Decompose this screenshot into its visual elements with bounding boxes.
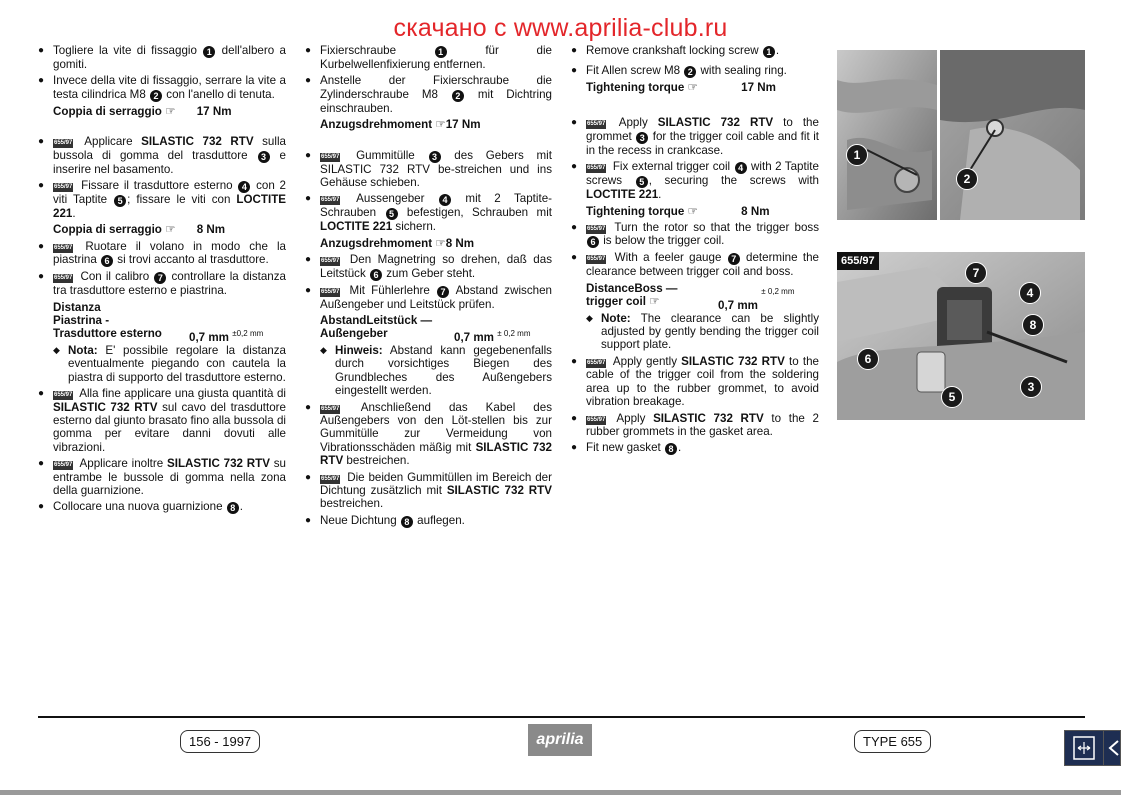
en-step-remove-screw [571,44,819,58]
callout-5: 5 [941,386,963,408]
type-badge: TYPE 655 [854,730,931,753]
english-column [571,44,819,458]
it-step-rotate [38,240,286,267]
distance-tolerance: ±0,2 mm [232,328,264,338]
text: si trovi accanto al trasduttore. [117,253,269,267]
text: Fissare il trasduttore esterno [81,179,233,193]
product-name: SILASTIC 732 RTV [657,116,774,130]
en-step-gasket [571,441,819,455]
distance-label: Piastrina - [53,314,110,328]
text: With a feeler gauge [614,251,722,265]
callout-ref: 3 [258,151,270,163]
text: Apply [616,411,646,425]
distance-label: Außengeber [320,327,388,341]
text: is below the trigger coil. [603,234,725,248]
torque-label: Tightening torque [586,81,685,94]
figure-tag: 655/97 [587,256,606,263]
distance-label: AbstandLeitstück — [320,314,433,328]
it-step-cable [38,387,286,454]
text: Con il calibro [80,270,150,284]
figure-tag: 655/97 [321,288,340,295]
de-torque-1: Anzugsdrehmoment ☞17 Nm [320,118,481,132]
text: Abstand zwischen Außengeber und Leitstück prüfen. [320,283,552,311]
figure-tag: 655/97 [54,140,73,147]
back-icon [1104,731,1121,765]
callout-ref: 6 [370,269,382,281]
de-step-rotate [305,253,552,280]
en-step-apply-silastic [571,116,819,157]
callout-ref: 7 [728,253,740,265]
torque-value: 8 Nm [741,204,770,218]
it-note [38,344,286,384]
text: Aussengeber [356,192,425,206]
figure-tag: 655/97 [587,121,606,128]
callout-ref: 1 [435,46,447,58]
callout-ref: 1 [763,46,775,58]
text: Alla fine applicare una giusta quantità di [79,387,286,401]
product-name: SILASTIC 732 RTV [53,400,158,414]
en-step-cable [571,355,819,409]
de-step-grommets [305,471,552,511]
text: auflegen. [417,513,465,527]
text: Fit Allen screw M8 [586,64,681,77]
de-step-gasket [305,514,552,528]
figure-tag: 655/97 [587,359,606,366]
distance-label: Distanza [53,300,101,314]
it-torque-2: Coppia di serraggio ☞ 8 Nm [53,223,226,237]
callout-4: 4 [1019,282,1041,304]
note-label: Hinweis: [335,343,383,357]
text: , securing the screws with [648,174,819,188]
text: . [658,188,662,202]
text: bestreichen. [320,497,384,511]
callout-ref: 7 [437,286,449,298]
text: Remove crankshaft locking screw [586,44,759,57]
text: Neue Dichtung [320,513,397,527]
product-name: LOCTITE 221 [320,220,393,234]
de-note [305,344,552,398]
torque-value: 17 Nm [196,104,232,118]
callout-ref: 7 [154,272,166,284]
text: . [239,500,243,514]
watermark: скачано с www.aprilia-club.ru [393,14,728,42]
callout-7: 7 [965,262,987,284]
de-step-apply-silastic [305,149,552,190]
de-torque-2: Anzugsdrehmoment ☞8 Nm [320,236,475,250]
note-text: The clearance can be slightly adjusted by gently bending the trigger coil support plate. [601,311,819,352]
en-step-rotate [571,221,819,248]
figure-tag: 655/97 [54,462,73,469]
callout-ref: 8 [401,516,413,528]
product-name: SILASTIC 732 RTV [167,457,270,471]
callout-ref: 6 [101,255,113,267]
de-step-remove-screw [305,44,552,71]
text: dell'albero a gomiti. [53,44,286,71]
aprilia-logo: aprilia [528,724,592,756]
torque-label: Coppia di serraggio [53,223,162,237]
text: Fixierschraube [320,44,397,57]
text: Fit new gasket [586,441,661,455]
product-name: LOCTITE 221 [586,188,659,202]
callout-ref: 4 [238,181,250,193]
torque-label: Tightening torque [586,204,685,218]
figure-tag: 655/97 [587,165,606,172]
en-step-fix-trigger [571,160,819,201]
callout-1: 1 [846,144,868,166]
torque-value: 17 Nm [445,118,481,132]
text: Invece della vite di fissaggio, serrare la vite a testa cilindrica M8 [53,74,286,101]
torque-label: Anzugsdrehmoment [320,118,433,132]
note-label: Note: [601,311,631,325]
de-distance-spec [305,314,552,344]
product-name: SILASTIC 732 RTV [141,135,254,149]
text: . [72,207,76,221]
text: Applicare [84,135,133,149]
text: determine the clearance between trigger coil and boss. [586,251,819,279]
text: Applicare inoltre [79,457,164,471]
text: controllare la distanza tra trasduttore esterno e piastrina. [53,270,287,298]
text: Den Magnetring so drehen, daß das Leitstück [320,253,552,280]
figure-tag: 655/97 [321,153,340,160]
text: für die Kurbelwellenfixierung entfernen. [320,44,552,71]
text: Apply gently [612,354,677,368]
bottom-bar [0,790,1121,795]
distance-value: 0,7 mm [454,330,494,344]
text: sulla bussola di gomma del trasduttore [53,135,286,162]
footer-rule [38,716,1085,718]
text: bestreichen. [346,454,410,468]
text: Collocare una nuova guarnizione [53,500,223,514]
product-name: LOCTITE 221 [53,193,287,221]
it-distance-spec [38,300,286,344]
text: to the 2 rubber grommets in the gasket area. [586,411,819,438]
text: Apply [618,116,648,130]
text: su entrambe le bussole di gomma nella zona della guarnizione. [53,457,286,497]
distance-tolerance: ± 0,2 mm [497,329,531,339]
it-step-apply-silastic [38,135,286,176]
torque-label: Coppia di serraggio [53,104,162,118]
text: Anstelle der Fixierschraube die Zylinderschraube M8 [320,74,552,101]
text: con 2 viti Taptite [53,179,286,207]
german-column [305,44,552,531]
product-name: SILASTIC 732 RTV [446,483,552,497]
product-name: SILASTIC 732 RTV [320,440,552,468]
callout-3: 3 [1020,376,1042,398]
figure-tag: 655/97 [587,226,606,233]
text: Gummitülle [356,148,415,162]
callout-ref: 2 [150,90,162,102]
fullscreen-button[interactable] [1064,730,1104,766]
callout-6: 6 [857,348,879,370]
distance-value: 0,7 mm [189,330,229,344]
en-torque-2: Tightening torque ☞ 8 Nm [586,204,770,218]
text: with 2 Taptite screws [586,160,819,188]
en-distance-spec: DistanceBoss — trigger coil ☞ 0,7 mm $^{\pm 0,2 mm}$ [586,281,795,312]
de-step-gauge [305,284,552,311]
engine-photo [940,50,1085,220]
distance-label: Trasduttore esterno [53,327,162,341]
figure-label: 655/97 [837,252,879,270]
callout-ref: 3 [429,151,441,163]
note-text: Abstand kann gegebenenfalls durch vorsichtiges Biegen des Grundbleches des Außengebers eingestellt werden. [335,343,552,398]
text: Togliere la vite di fissaggio [53,44,197,57]
en-step-fit-screw [571,64,819,78]
en-step-grommets [571,412,819,439]
italian-column [38,44,286,517]
callout-ref: 5 [114,195,126,207]
figure-tag: 655/97 [321,475,340,482]
text: Fix external trigger coil [612,160,731,174]
it-step-gauge [38,270,286,297]
it-step-fix-trigger [38,179,286,220]
text: . [775,44,780,57]
callout-ref: 6 [587,236,599,248]
de-step-cable [305,401,552,468]
de-step-fit-screw [305,74,552,115]
callout-ref: 5 [636,176,648,188]
torque-label: Anzugsdrehmoment [320,236,433,250]
figure-tag: 655/97 [321,197,340,204]
text: zum Geber steht. [386,266,476,280]
product-name: SILASTIC 732 RTV [681,354,785,368]
torque-value: 8 Nm [445,236,475,250]
photo-crankcase-screw-2 [940,50,1085,220]
distance-tolerance: ± 0,2 mm [761,286,795,296]
it-step-gasket [38,500,286,514]
text: con l'anello di tenuta. [166,87,275,101]
text: e inserire nel basamento. [53,148,286,176]
back-button[interactable] [1103,730,1121,766]
distance-label: trigger coil [586,295,646,309]
callout-ref: 1 [203,46,215,58]
text: mit 2 Taptite-Schrauben [320,192,552,220]
distance-label: DistanceBoss — [586,281,678,295]
text: sichern. [395,220,436,234]
figure-tag: 655/97 [54,184,73,191]
distance-value: 0,7 mm [718,298,758,312]
text: Turn the rotor so that the trigger boss [614,221,819,235]
photo-trigger-coil [837,252,1085,420]
text: sul cavo del trasduttore esterno dal giunto brasato fino alla bussola di gomma per evitare danni dovuti alle vibrazioni. [53,400,286,454]
photo-crankcase-screw-1 [837,50,937,220]
fullscreen-icon [1065,731,1103,765]
figure-tag: 655/97 [54,392,73,399]
figure-tag: 655/97 [54,275,73,282]
text: ; fissare le viti con [127,193,231,207]
text: with sealing ring. [700,64,787,77]
callout-ref: 4 [439,194,451,206]
callout-8: 8 [1022,314,1044,336]
text: Die beiden Gummitüllen im Bereich der Dichtung zusätzlich mit [320,470,552,497]
text: mit Dichtring einschrauben. [320,87,552,115]
text: for the trigger coil cable and fit it in the recess in crankcase. [586,129,819,157]
text: Mit Fühlerlehre [349,283,430,297]
note-label: Nota: [68,343,98,357]
en-torque-1: Tightening torque ☞ 17 Nm [586,81,776,94]
it-step-grommets [38,457,286,497]
engine-photo [837,50,937,220]
callout-ref: 4 [735,162,747,174]
text: to the grommet [586,116,819,143]
callout-2: 2 [956,168,978,190]
figure-tag: 655/97 [321,405,340,412]
torque-value: 17 Nm [741,81,776,94]
text: to the cable of the trigger coil from the soldering area up to the rubber grommet, to avoid vibration breakage. [586,354,819,409]
en-step-gauge [571,251,819,278]
text: . [677,441,682,455]
it-step-remove-screw [38,44,286,71]
it-step-fit-screw [38,74,286,101]
text: Ruotare il volano in modo che la piastrina [53,239,286,267]
figure-tag: 655/97 [587,416,606,423]
callout-ref: 3 [636,132,648,144]
callout-ref: 8 [227,502,239,514]
callout-ref: 5 [386,208,398,220]
product-name: SILASTIC 732 RTV [653,411,764,425]
text: befestigen, Schrauben mit [406,206,552,220]
figure-tag: 655/97 [54,244,73,251]
figure-tag: 655/97 [321,258,340,265]
en-note [571,312,819,352]
text: des Gebers mit SILASTIC 732 RTV be-streichen und ins Gehäuse schieben. [320,148,552,190]
callout-ref: 2 [684,66,696,78]
text: Anschließend das Kabel des Außengebers von den Löt-stellen bis zur Gummitülle zur Vermeidung von Vibrationsschäden mäßig mit [320,400,552,454]
torque-value: 8 Nm [196,223,226,237]
callout-ref: 2 [452,90,464,102]
de-step-fix-trigger [305,192,552,233]
callout-ref: 8 [665,443,677,455]
note-text: E' possibile regolare la distanza eventualmente piegando con cautela la piastra di supporto del trasduttore esterno. [68,343,286,384]
page-ref: 156 - 1997 [180,730,260,753]
it-torque-1: Coppia di serraggio ☞ 17 Nm [53,104,232,118]
